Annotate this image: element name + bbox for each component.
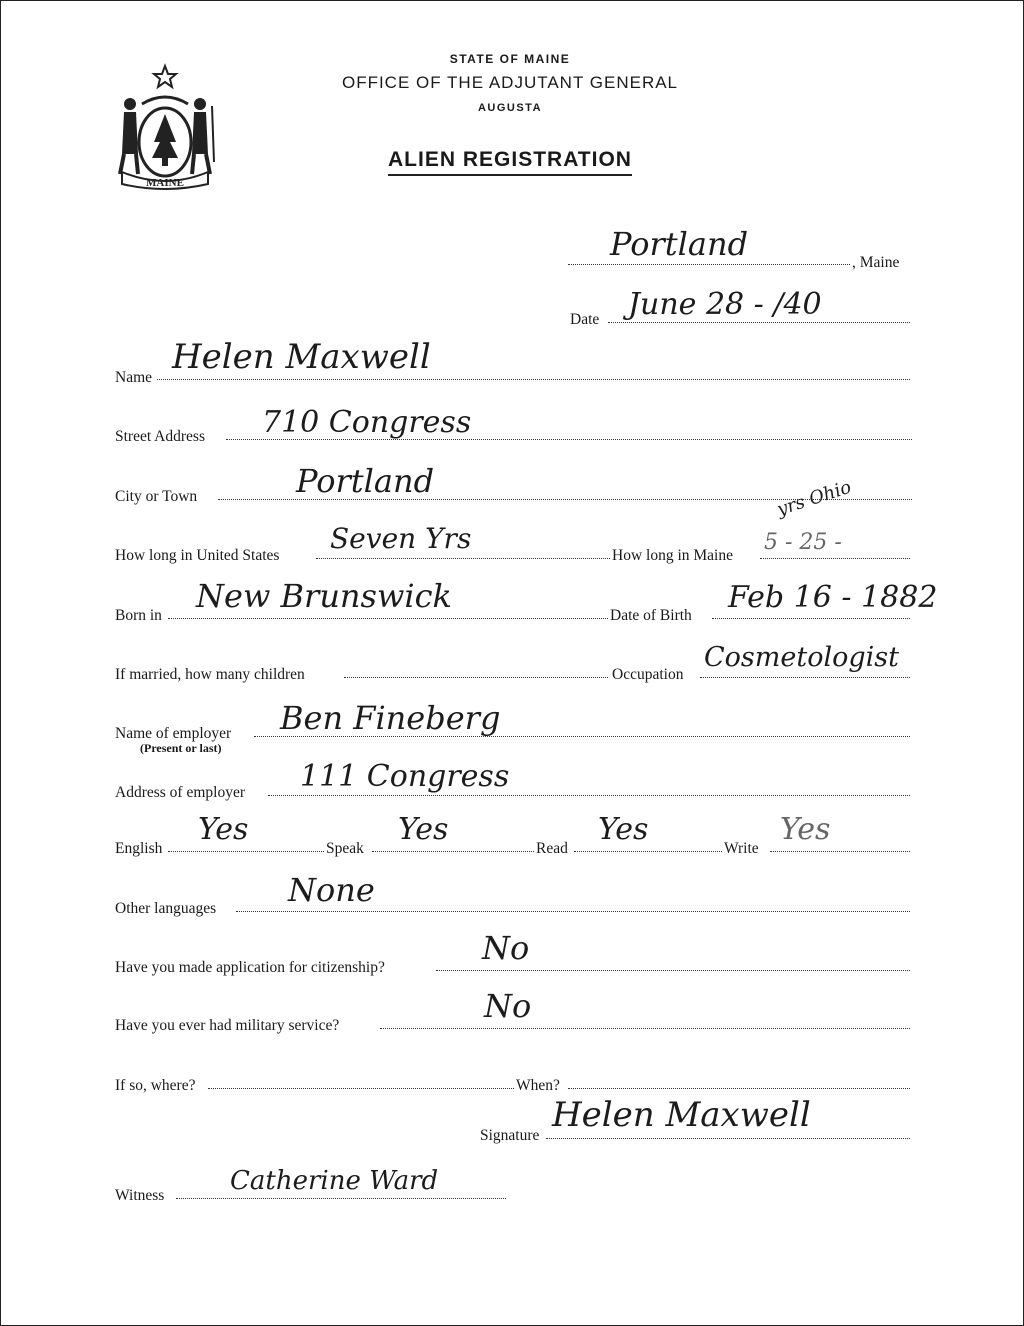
seal-banner-text: MAINE (146, 177, 184, 189)
citizenship-label: Have you made application for citizenship? (115, 959, 385, 976)
employer-label: Name of employer (115, 725, 232, 742)
military-label: Have you ever had military service? (115, 1017, 340, 1034)
street-label: Street Address (115, 428, 205, 445)
when-label: When? (516, 1077, 560, 1094)
street-value: 710 Congress (262, 405, 472, 440)
english-label: English (115, 840, 163, 857)
children-label: If married, how many children (115, 666, 305, 683)
city-value: Portland (296, 462, 435, 500)
employer-value: Ben Fineberg (280, 699, 501, 737)
date-label: Date (570, 311, 600, 328)
speak-value: Yes (398, 812, 449, 847)
read-value: Yes (598, 812, 649, 847)
read-line (574, 851, 722, 852)
city-heading: AUGUSTA (477, 102, 543, 114)
city-label: City or Town (115, 488, 198, 505)
write-label: Write (724, 840, 759, 857)
name-value: Helen Maxwell (172, 337, 431, 377)
us-duration-value: Seven Yrs (330, 522, 472, 555)
citizenship-value: No (482, 929, 530, 967)
english-value: Yes (198, 812, 249, 847)
employer-address-line (268, 795, 910, 796)
signature-value: Helen Maxwell (552, 1095, 811, 1135)
write-line (770, 851, 910, 852)
place-line (568, 264, 850, 265)
occupation-label: Occupation (612, 666, 684, 683)
speak-line (372, 851, 534, 852)
birthplace-label: Born in (115, 607, 162, 624)
other-languages-label: Other languages (115, 900, 217, 917)
birthplace-line (168, 618, 608, 619)
witness-value: Catherine Ward (230, 1166, 439, 1196)
occupation-value: Cosmetologist (704, 642, 899, 673)
employer-address-label: Address of employer (115, 784, 245, 801)
employer-address-value: 111 Congress (300, 759, 510, 794)
us-duration-line (316, 558, 610, 559)
date-line (608, 322, 910, 323)
occupation-line (700, 677, 910, 678)
us-duration-label: How long in United States (115, 547, 280, 564)
name-label: Name (115, 369, 153, 386)
military-value: No (484, 987, 532, 1025)
military-line (380, 1028, 910, 1029)
dob-label: Date of Birth (610, 607, 692, 624)
place-value: Portland (610, 225, 749, 263)
citizenship-line (436, 970, 910, 971)
employer-sublabel: (Present or last) (140, 741, 222, 755)
english-line (168, 851, 324, 852)
children-line (344, 677, 608, 678)
signature-line (546, 1138, 910, 1139)
form-title: ALIEN REGISTRATION (250, 148, 770, 172)
maine-label: , Maine (852, 254, 900, 271)
when-line (568, 1088, 910, 1089)
witness-label: Witness (115, 1187, 165, 1204)
birthplace-value: New Brunswick (196, 577, 452, 615)
office-heading: OFFICE OF THE ADJUTANT GENERAL (341, 73, 679, 92)
signature-label: Signature (480, 1127, 540, 1144)
write-value: Yes (780, 812, 831, 847)
witness-line (176, 1198, 506, 1199)
dob-value: Feb 16 - 1882 (728, 580, 938, 615)
where-label: If so, where? (115, 1077, 196, 1094)
speak-label: Speak (326, 840, 364, 857)
name-line (157, 379, 910, 380)
maine-duration-value: 5 - 25 - (764, 530, 842, 555)
other-languages-value: None (288, 871, 375, 909)
maine-duration-label: How long in Maine (612, 547, 733, 564)
maine-duration-line (760, 558, 910, 559)
read-label: Read (536, 840, 568, 857)
date-value: June 28 - /40 (628, 287, 822, 322)
dob-line (712, 618, 910, 619)
state-seal-icon (112, 62, 218, 192)
where-line (208, 1088, 514, 1089)
state-heading: STATE OF MAINE (449, 52, 571, 66)
other-languages-line (236, 911, 910, 912)
maine-duration-note: yrs Ohio (774, 476, 854, 521)
